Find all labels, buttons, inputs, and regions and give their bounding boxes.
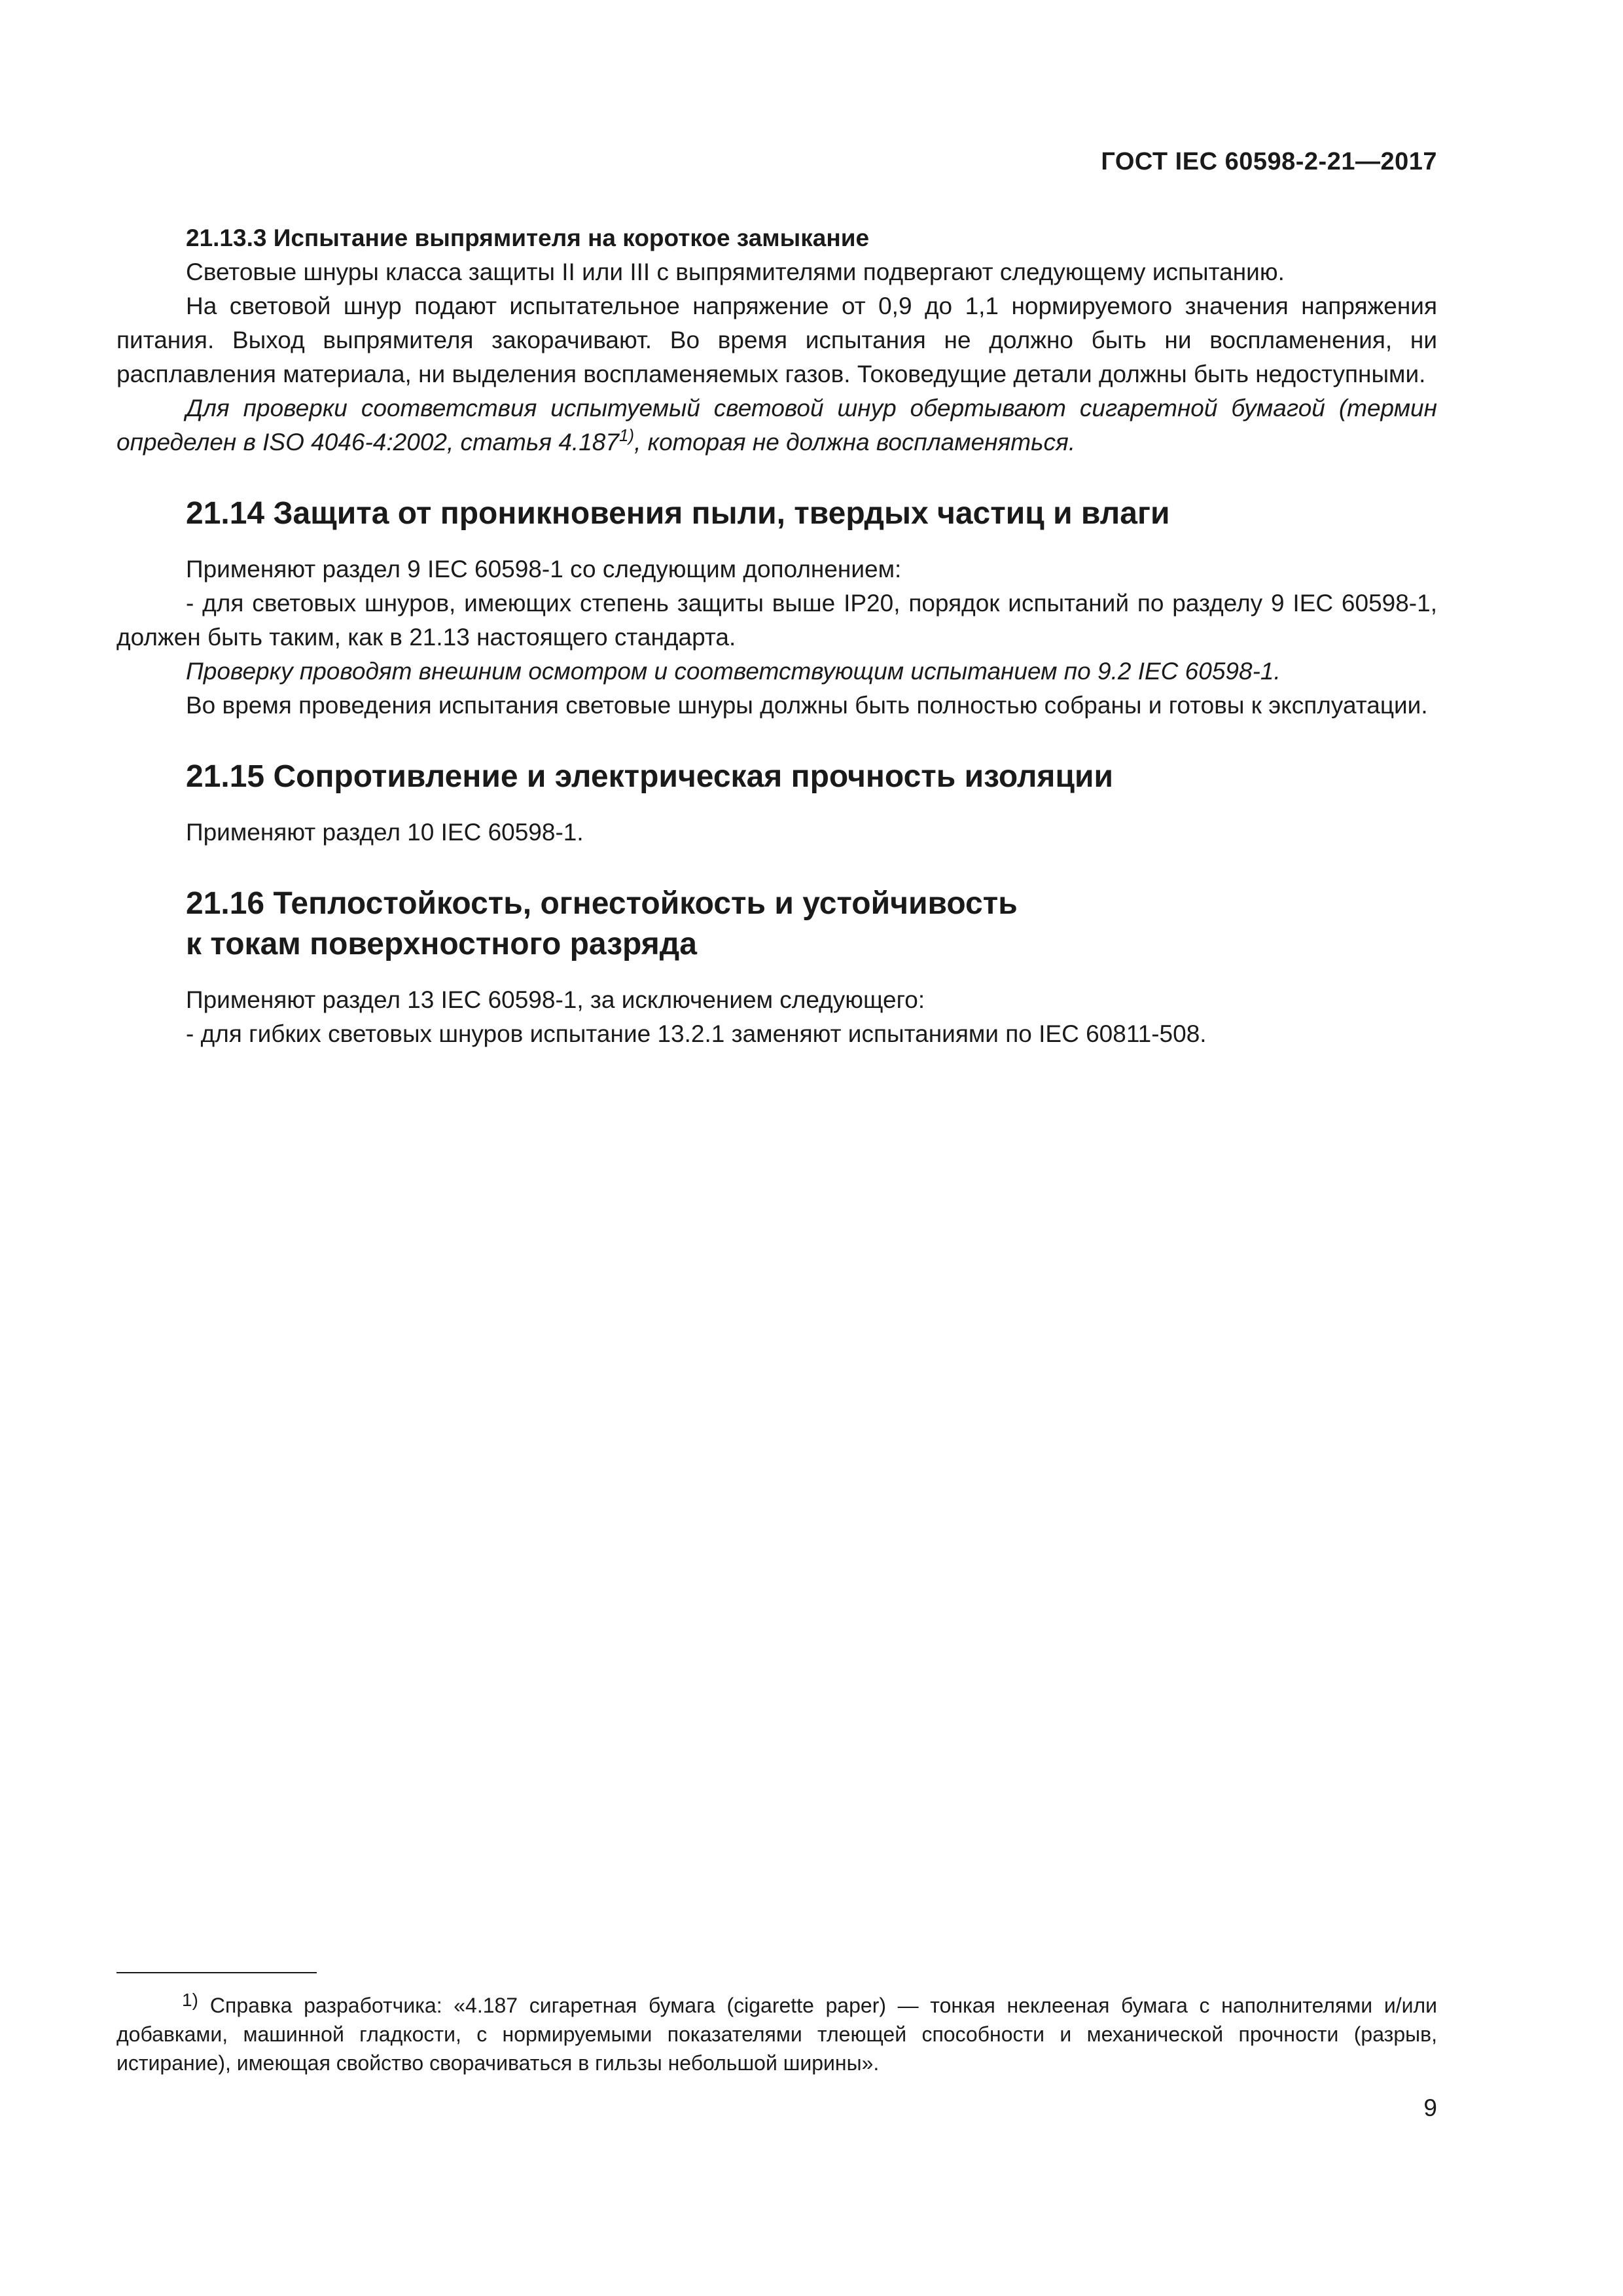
main-content: [116, 221, 1437, 1051]
section-heading-21-14: 21.14 Защита от проникновения пыли, твердых частиц и влаги: [186, 496, 1170, 531]
document-designation: ГОСТ IEC 60598-2-21—2017: [1101, 148, 1437, 175]
paragraph: Световые шнуры класса защиты II или III с выпрямителями подвергают следующему испытанию.: [186, 259, 1285, 285]
paragraph: Во время проведения испытания световые шнуры должны быть полностью собраны и готовы к эксплуатации.: [186, 692, 1428, 719]
heading-line: к токам поверхностного разряда: [186, 927, 697, 961]
footnote-text: Справка разработчика: «4.187 сигаретная бумага (cigarette paper) — тонкая неклееная бумага с наполнителями и/или добавками, машинной гладкости, с нормируемыми показателями тлеющей способности и механической прочности (разрыв, истирание), имеющая свойство сворачиваться в гильзы небольшой ширины».: [116, 1994, 1437, 2075]
subsection-heading-21-13-3: 21.13.3 Испытание выпрямителя на короткое замыкание: [186, 224, 870, 251]
paragraph: Применяют раздел 10 IEC 60598-1.: [186, 819, 584, 846]
paragraph: На световой шнур подают испытательное напряжение от 0,9 до 1,1 нормируемого значения напряжения питания. Выход выпрямителя закорачивают. Во время испытания не должно быть ни воспламенения, ни расплавления материала, ни выделения воспламеняемых газов. Токоведущие детали должны быть недоступными.: [116, 293, 1437, 387]
list-item: - для световых шнуров, имеющих степень защиты выше IP20, порядок испытаний по разделу 9 IEC 60598-1, должен быть таким, как в 21.13 настоящего стандарта.: [116, 590, 1437, 651]
list-item: - для гибких световых шнуров испытание 13.2.1 заменяют испытаниями по IEC 60811-508.: [186, 1020, 1207, 1047]
footnote: [116, 1991, 1437, 2077]
heading-line: 21.16 Теплостойкость, огнестойкость и устойчивость: [186, 886, 1018, 921]
paragraph-text: , которая не должна воспламеняться.: [634, 429, 1076, 456]
footnote-separator: [116, 1972, 317, 1973]
paragraph: Применяют раздел 9 IEC 60598-1 со следующим дополнением:: [186, 556, 902, 583]
section-heading-21-15: 21.15 Сопротивление и электрическая прочность изоляции: [186, 759, 1113, 794]
paragraph-text: Для проверки соответствия испытуемый световой шнур обертывают сигаретной бумагой (термин определен в ISO 4046-4:2002, статья 4.187: [116, 395, 1437, 456]
paragraph: Применяют раздел 13 IEC 60598-1, за исключением следующего:: [186, 986, 925, 1013]
footnote-marker: 1): [182, 1990, 198, 2010]
page-number: 9: [1423, 2094, 1437, 2121]
compliance-check-paragraph: [116, 391, 1437, 459]
compliance-check-paragraph: Проверку проводят внешним осмотром и соответствующим испытанием по 9.2 IEC 60598-1.: [186, 658, 1281, 685]
section-heading-21-16: [116, 884, 1437, 965]
footnote-reference[interactable]: 1): [618, 425, 635, 445]
